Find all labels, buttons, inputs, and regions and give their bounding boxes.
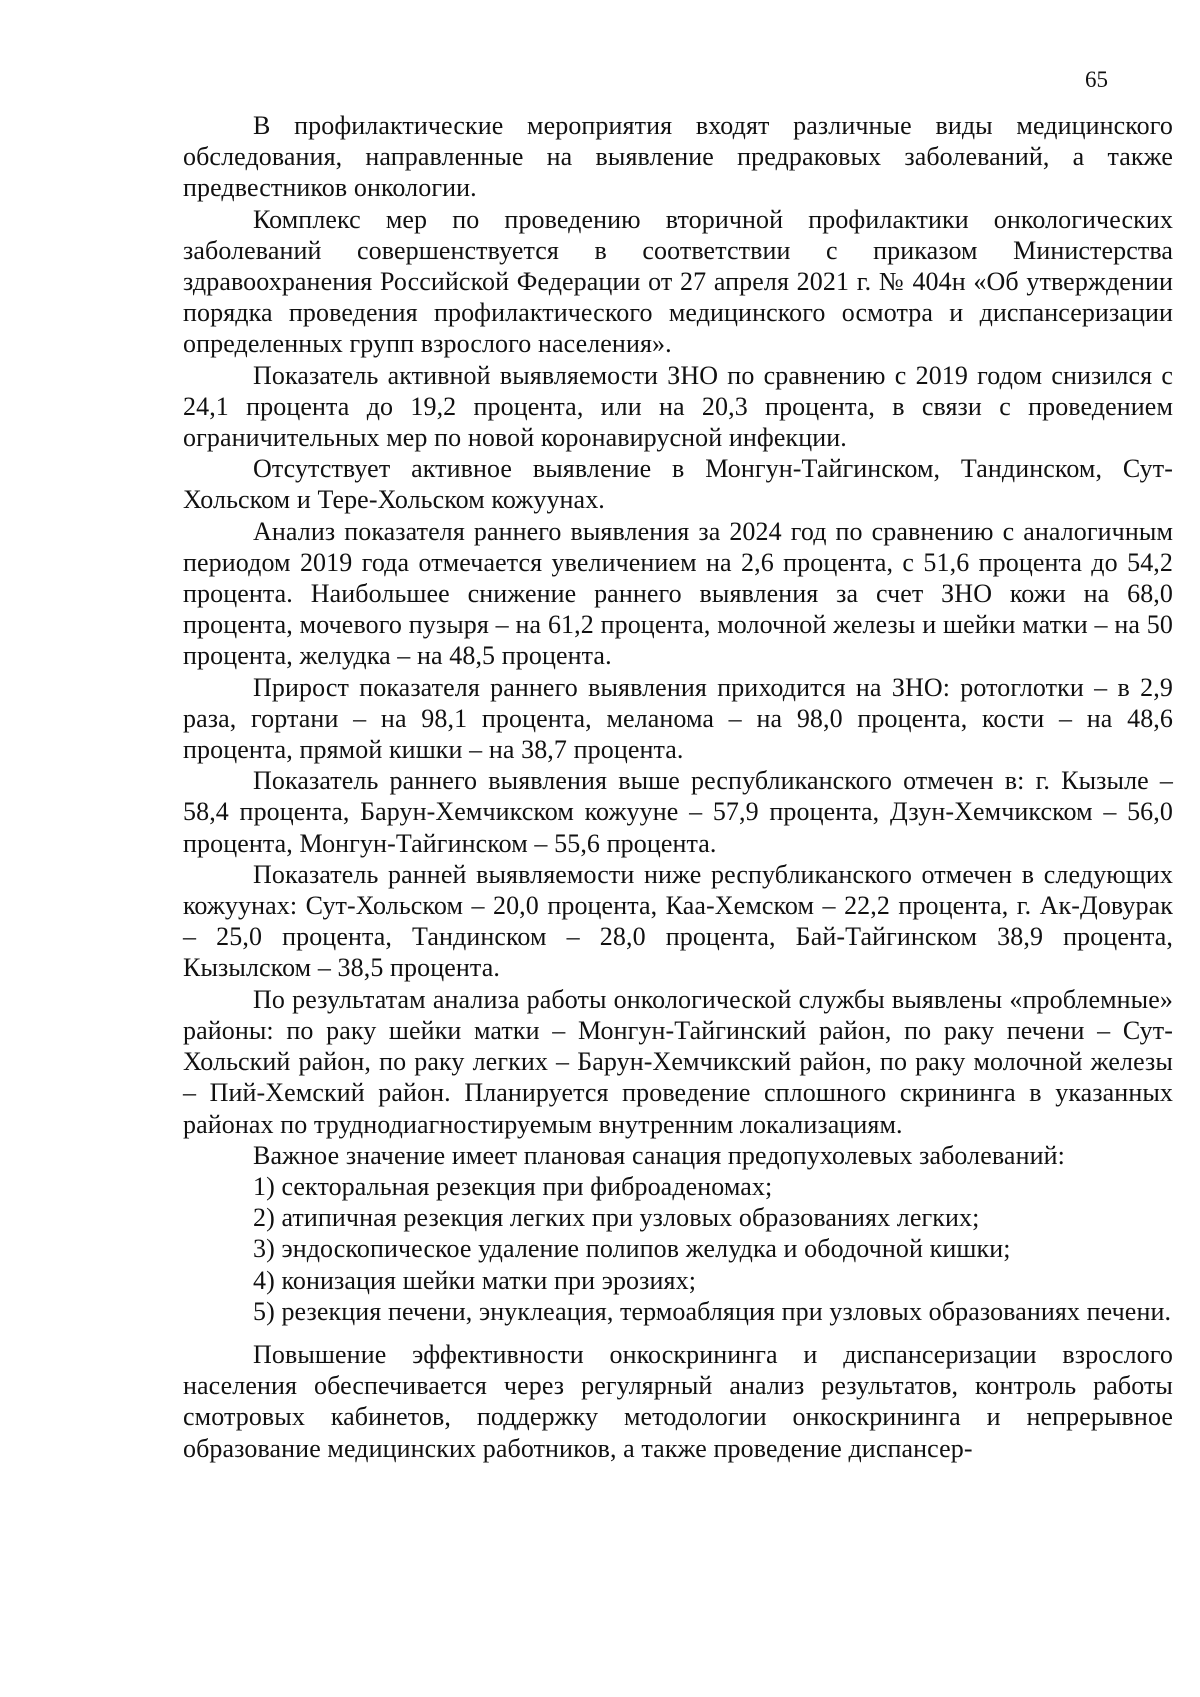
paragraph: По результатам анализа работы онкологической службы выявлены «проблемные» районы: по раку шейки матки – Монгун-Тайгинский район, по раку печени – Сут-Хольский район, по раку легких – Барун-Хемчикский район, по раку молочной железы – Пий-Хемский район. Планируется проведение сплошного скрининга в указанных районах по труднодиагностируемым внутренним локализациям. (183, 984, 1173, 1139)
paragraph: Важное значение имеет плановая санация предопухолевых заболеваний: (253, 1140, 1065, 1170)
paragraph: Отсутствует активное выявление в Монгун-Тайгинском, Тандинском, Сут-Хольском и Тере-Хольском кожуунах. (183, 454, 1173, 515)
paragraph: Анализ показателя раннего выявления за 2024 год по сравнению с аналогичным периодом 2019 года отмечается увеличением на 2,6 процента, с 51,6 процента до 54,2 процента. Наибольшее снижение раннего выявления за счет ЗНО кожи на 68,0 процента, мочевого пузыря – на 61,2 процента, молочной железы и шейки матки – на 50 процента, желудка – на 48,5 процента. (183, 516, 1173, 671)
body-text (183, 110, 1173, 1464)
paragraph: Показатель активной выявляемости ЗНО по сравнению с 2019 годом снизился с 24,1 процента до 19,2 процента, или на 20,3 процента, в связи с проведением ограничительных мер по новой коронавирусной инфекции. (183, 360, 1173, 453)
list-item: 1) секторальная резекция при фиброаденомах; (253, 1171, 773, 1201)
page-number: 65 (1085, 67, 1108, 92)
paragraph: В профилактические мероприятия входят различные виды медицинского обследования, направленные на выявление предраковых заболеваний, а также предвестников онкологии. (183, 111, 1173, 203)
paragraph: Комплекс мер по проведению вторичной профилактики онкологических заболеваний совершенствуется в соответствии с приказом Министерства здравоохранения Российской Федерации от 27 апреля 2021 г. № 404н «Об утверждении порядка проведения профилактического медицинского осмотра и диспансеризации определенных групп взрослого населения». (183, 204, 1173, 359)
list-item: 4) конизация шейки матки при эрозиях; (253, 1265, 697, 1295)
list-item: 5) резекция печени, энуклеация, термоабляция при узловых образованиях печени. (253, 1296, 1172, 1326)
paragraph: Прирост показателя раннего выявления приходится на ЗНО: ротоглотки – в 2,9 раза, гортани – на 98,1 процента, меланома – на 98,0 процента, кости – на 48,6 процента, прямой кишки – на 38,7 процента. (183, 672, 1173, 765)
paragraph: Показатель раннего выявления выше республиканского отмечен в: г. Кызыле – 58,4 процента, Барун-Хемчикском кожууне – 57,9 процента, Дзун-Хемчикском – 56,0 процента, Монгун-Тайгинском – 55,6 процента. (183, 766, 1173, 858)
list-item: 3) эндоскопическое удаление полипов желудка и ободочной кишки; (253, 1234, 1011, 1264)
paragraph: Повышение эффективности онкоскрининга и диспансеризации взрослого населения обеспечивается через регулярный анализ результатов, контроль работы смотровых кабинетов, поддержку методологии онкоскрининга и непрерывное образование медицинских работников, а также проведение диспансер- (183, 1339, 1173, 1463)
list-item: 2) атипичная резекция легких при узловых образованиях легких; (253, 1203, 980, 1233)
paragraph: Показатель ранней выявляемости ниже республиканского отмечен в следующих кожуунах: Сут-Хольском – 20,0 процента, Каа-Хемском – 22,2 процента, г. Ак-Довурак – 25,0 процента, Тандинском – 28,0 процента, Бай-Тайгинском 38,9 процента, Кызылском – 38,5 процента. (183, 859, 1173, 983)
